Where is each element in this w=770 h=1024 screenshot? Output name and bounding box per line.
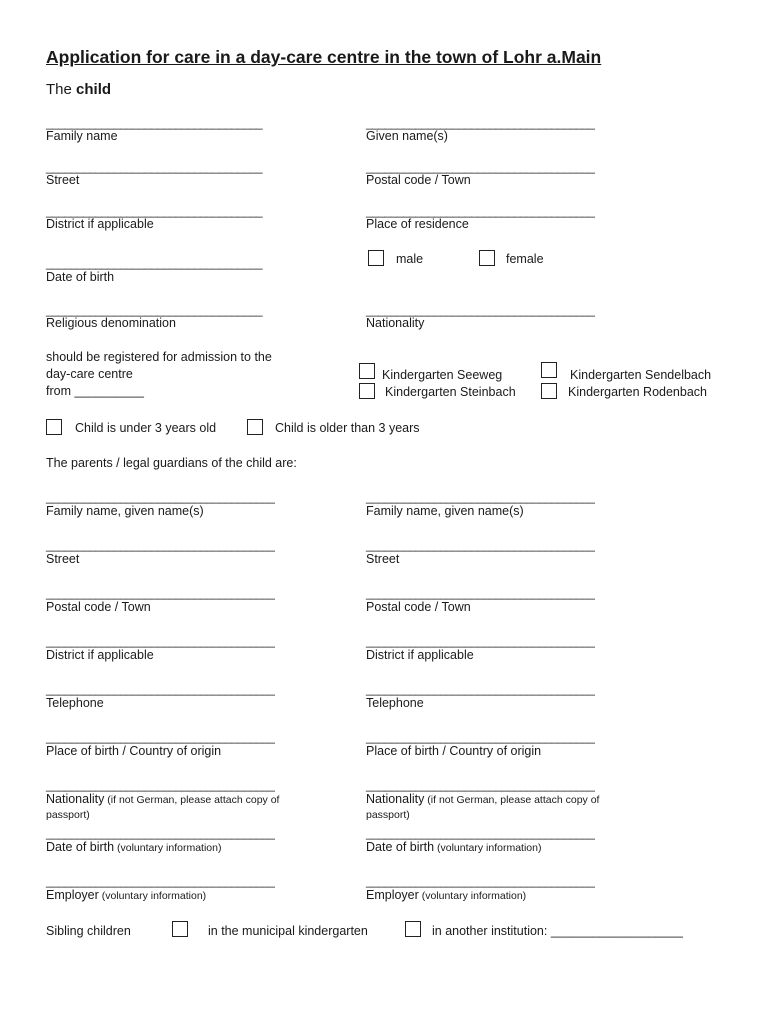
- female-checkbox[interactable]: [479, 250, 495, 266]
- given-names-label: Given name(s): [366, 129, 448, 143]
- parent1-field-5[interactable]: _____________________________________: [46, 682, 275, 696]
- family-name-label: Family name: [46, 129, 118, 143]
- kindergarten-sendelbach-label: Kindergarten Sendelbach: [570, 368, 712, 382]
- parent2-label-8: Date of birth (voluntary information): [366, 840, 542, 854]
- male-label: male: [396, 252, 424, 266]
- parent1-field-6[interactable]: _____________________________________: [46, 730, 275, 744]
- parent1-label-1: Family name, given name(s): [46, 504, 204, 518]
- date-of-birth-field[interactable]: ___________________________________: [46, 256, 263, 270]
- parent1-label-2: Street: [46, 552, 80, 566]
- kindergarten-steinbach-checkbox[interactable]: [359, 383, 375, 399]
- parent2-label-7: Nationality (if not German, please attach copy of: [366, 792, 600, 806]
- parent2-field-5[interactable]: _____________________________________: [366, 682, 595, 696]
- parent2-field-1[interactable]: _____________________________________: [366, 490, 595, 504]
- parent2-field-8[interactable]: _____________________________________: [366, 826, 595, 840]
- postal-town-field[interactable]: _____________________________________: [366, 160, 595, 174]
- parent2-label-3: Postal code / Town: [366, 600, 471, 614]
- under-3-label: Child is under 3 years old: [75, 421, 217, 435]
- parent1-field-4[interactable]: _____________________________________: [46, 634, 275, 648]
- parent1-label-6: Place of birth / Country of origin: [46, 744, 222, 758]
- parent2-field-4[interactable]: _____________________________________: [366, 634, 595, 648]
- parent2-label-2: Street: [366, 552, 400, 566]
- kindergarten-steinbach-label: Kindergarten Steinbach: [385, 385, 516, 399]
- parent1-label-9: Employer (voluntary information): [46, 888, 207, 902]
- section-heading-child: The child: [46, 81, 112, 98]
- parent2-field-6[interactable]: _____________________________________: [366, 730, 595, 744]
- parent2-label-7-cont: passport): [366, 809, 410, 821]
- nationality-field[interactable]: _____________________________________: [366, 303, 595, 317]
- kindergarten-seeweg-checkbox[interactable]: [359, 363, 375, 379]
- kindergarten-rodenbach-checkbox[interactable]: [541, 383, 557, 399]
- parent2-label-6: Place of birth / Country of origin: [366, 744, 542, 758]
- kindergarten-seeweg-label: Kindergarten Seeweg: [382, 368, 503, 382]
- postal-town-label: Postal code / Town: [366, 173, 471, 187]
- date-of-birth-label: Date of birth: [46, 270, 115, 284]
- sibling-municipal-checkbox[interactable]: [172, 921, 188, 937]
- parent1-field-7[interactable]: _____________________________________: [46, 778, 275, 792]
- parent1-label-8: Date of birth (voluntary information): [46, 840, 222, 854]
- religion-label: Religious denomination: [46, 316, 176, 330]
- admission-from-field[interactable]: from __________: [46, 384, 144, 398]
- kindergarten-rodenbach-label: Kindergarten Rodenbach: [568, 385, 707, 399]
- parent2-label-4: District if applicable: [366, 648, 474, 662]
- district-label: District if applicable: [46, 217, 154, 231]
- admission-text-line2: day-care centre: [46, 367, 133, 381]
- religion-field[interactable]: ___________________________________: [46, 303, 263, 317]
- parent2-field-3[interactable]: _____________________________________: [366, 586, 595, 600]
- page-title: Application for care in a day-care centre in the town of Lohr a.Main: [46, 47, 602, 67]
- parent1-label-7: Nationality (if not German, please attach copy of: [46, 792, 280, 806]
- residence-label: Place of residence: [366, 217, 469, 231]
- parent2-label-1: Family name, given name(s): [366, 504, 524, 518]
- parent1-field-1[interactable]: _____________________________________: [46, 490, 275, 504]
- parents-intro: The parents / legal guardians of the child are:: [46, 456, 297, 470]
- family-name-field[interactable]: ___________________________________: [46, 116, 263, 130]
- parent2-field-7[interactable]: _____________________________________: [366, 778, 595, 792]
- parent1-field-8[interactable]: _____________________________________: [46, 826, 275, 840]
- parent2-field-2[interactable]: _____________________________________: [366, 538, 595, 552]
- kindergarten-sendelbach-checkbox[interactable]: [541, 362, 557, 378]
- sibling-label: Sibling children: [46, 924, 131, 938]
- sibling-other-field[interactable]: in another institution: ___________________: [432, 924, 683, 938]
- given-names-field[interactable]: _____________________________________: [366, 116, 595, 130]
- parent1-field-3[interactable]: _____________________________________: [46, 586, 275, 600]
- parent2-label-9: Employer (voluntary information): [366, 888, 527, 902]
- male-checkbox[interactable]: [368, 250, 384, 266]
- nationality-label: Nationality: [366, 316, 425, 330]
- parent1-field-2[interactable]: _____________________________________: [46, 538, 275, 552]
- parent1-field-9[interactable]: _____________________________________: [46, 874, 275, 888]
- parent1-label-7-cont: passport): [46, 809, 90, 821]
- street-label: Street: [46, 173, 80, 187]
- residence-field[interactable]: _____________________________________: [366, 204, 595, 218]
- female-label: female: [506, 252, 544, 266]
- over-3-label: Child is older than 3 years: [275, 421, 420, 435]
- under-3-checkbox[interactable]: [46, 419, 62, 435]
- parent1-label-5: Telephone: [46, 696, 104, 710]
- parent1-label-4: District if applicable: [46, 648, 154, 662]
- street-field[interactable]: ___________________________________: [46, 160, 263, 174]
- district-field[interactable]: ___________________________________: [46, 204, 263, 218]
- sibling-other-checkbox[interactable]: [405, 921, 421, 937]
- admission-text-line1: should be registered for admission to the: [46, 350, 272, 364]
- sibling-municipal-label: in the municipal kindergarten: [208, 924, 368, 938]
- parent1-label-3: Postal code / Town: [46, 600, 151, 614]
- parent2-label-5: Telephone: [366, 696, 424, 710]
- over-3-checkbox[interactable]: [247, 419, 263, 435]
- parent2-field-9[interactable]: _____________________________________: [366, 874, 595, 888]
